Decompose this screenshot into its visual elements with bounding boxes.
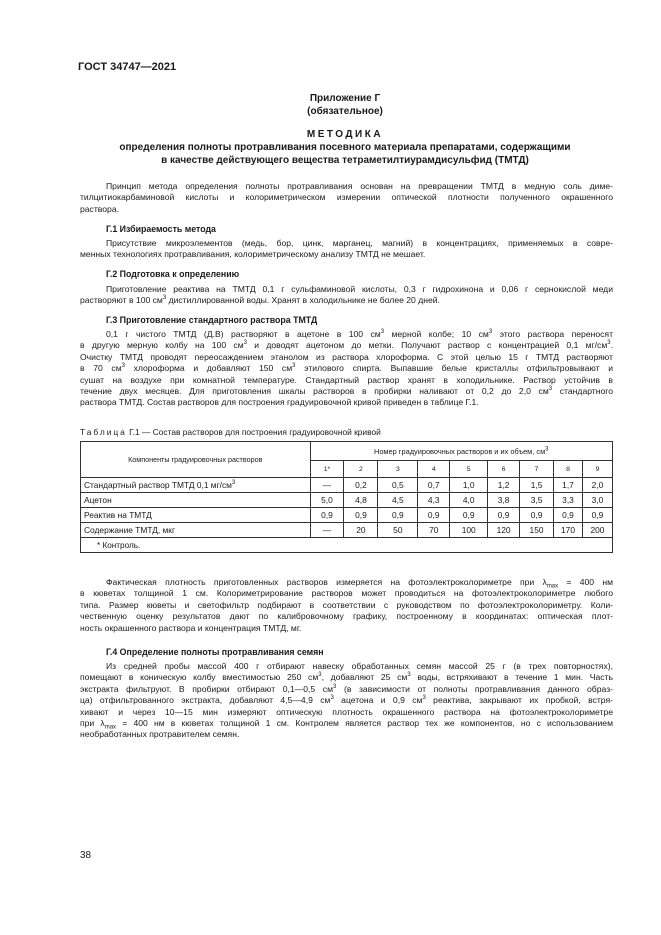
table-cell: 3,8 <box>488 493 520 508</box>
table-caption <box>80 427 381 437</box>
g3-paragraph <box>80 329 613 409</box>
g1-paragraph <box>80 238 613 261</box>
appendix-status: (обязательное) <box>307 106 383 117</box>
table-cell: 1,7 <box>554 478 583 493</box>
table-cell: 4,0 <box>450 493 488 508</box>
section-heading-g1: Г.1 Избираемость метода <box>106 224 216 234</box>
text-line: в другую мерную колбу на 100 $см^3$ и доводят ацетоном до метки. Получают раствор с концентрацией 0,1 $мг/см^3$. <box>80 340 613 351</box>
table-cell: 1,0 <box>450 478 488 493</box>
table-cell: 0,9 <box>378 508 418 523</box>
column-header-component: Компоненты градуировочных растворов <box>81 442 311 478</box>
table-row <box>81 508 613 523</box>
column-number: 1* <box>310 461 344 478</box>
table-cell: 1,5 <box>520 478 554 493</box>
table-cell: 120 <box>488 523 520 538</box>
table-cell: 2,0 <box>582 478 612 493</box>
table-cell: 3,5 <box>520 493 554 508</box>
table-cell: 70 <box>418 523 450 538</box>
text-line: ца) отфильтрованного экстракта, добавляют 4,5—4,9 $см^3$ ацетона и 0,9 $см^3$ реактива, закрывают их пробкой, встря- <box>80 695 614 706</box>
table-row <box>81 493 613 508</box>
text-line: Приготовление реактива на ТМТД 0,1 г сульфаминовой кислоты, 0,3 г гидрохинона и 0,06 г сернокислой меди <box>106 284 613 294</box>
table-cell: 200 <box>582 523 612 538</box>
g4-paragraph <box>80 661 613 741</box>
text-line: в 70 $см^3$ хлороформа и добавляют 150 $см^3$ этилового спирта. Выпавшие белые кристаллы отфильтровывают и <box>80 363 613 374</box>
column-number: 3 <box>378 461 418 478</box>
table-cell: 5,0 <box>310 493 344 508</box>
table-cell: 150 <box>520 523 554 538</box>
table-cell: 50 <box>378 523 418 538</box>
table-cell: 3,3 <box>554 493 583 508</box>
text-line: 0,1 г чистого ТМТД (Д.В) растворяют в ацетоне в 100 $см^3$ мерной колбе; 10 $см^3$ этого раствора переносят <box>106 329 614 339</box>
text-line: чественную оценку результатов дают по калибровочному графику, построенному в координатах: оптическая плот- <box>80 611 613 622</box>
text-line: Из средней пробы массой 400 г отбирают навеску обработанных семян массой 25 г (в трех повторностях), <box>106 661 613 671</box>
section-heading-g2: Г.2 Подготовка к определению <box>106 269 240 279</box>
table-footnote: * Контроль. <box>81 538 613 553</box>
section-heading-g3: Г.3 Приготовление стандартного раствора ТМТД <box>106 315 318 325</box>
text-line: менных технологиях протравливания, колориметрическому анализу ТМТД не мешает. <box>80 249 426 260</box>
text-line: необработанных протравителем семян. <box>80 729 240 740</box>
table-caption-label: Таблица <box>80 427 127 437</box>
text-line: типа. Размер кюветы и светофильтр подбирают в соответствии с руководством по фотоэлектроколориметру. Коли- <box>80 599 613 610</box>
document-header: ГОСТ 34747—2021 <box>78 61 177 73</box>
table-cell: 3,0 <box>582 493 612 508</box>
method-label: МЕТОДИКА <box>306 129 384 140</box>
row-label: Содержание ТМТД, мкг <box>81 523 311 538</box>
table-row <box>81 478 613 493</box>
table-footnote-row <box>81 538 613 553</box>
column-number: 9 <box>582 461 612 478</box>
text-line: раствора. <box>80 203 119 214</box>
table-cell: 0,9 <box>582 508 612 523</box>
page-number: 38 <box>80 850 92 861</box>
g2-paragraph <box>80 284 613 307</box>
section-heading-g4: Г.4 Определение полноты протравливания семян <box>106 647 324 657</box>
column-number: 6 <box>488 461 520 478</box>
appendix-title: Приложение Г <box>309 93 381 104</box>
table-cell: — <box>310 478 344 493</box>
table-cell: 0,7 <box>418 478 450 493</box>
table-cell: 0,5 <box>378 478 418 493</box>
column-number: 4 <box>418 461 450 478</box>
text-line: растворяют в 100 $см^3$ дистиллированной воды. Хранят в холодильнике не более 20 дней. <box>80 295 440 306</box>
table-cell: 0,2 <box>344 478 378 493</box>
table-cell: 1,2 <box>488 478 520 493</box>
density-paragraph <box>80 577 613 634</box>
text-line: Присутствие микроэлементов (медь, бор, цинк, марганец, магний) в концентрациях, применяемых в совре- <box>106 238 613 248</box>
column-number: 5 <box>450 461 488 478</box>
column-number: 2 <box>344 461 378 478</box>
table-caption-text: Г.1 — Состав растворов для построения градуировочной кривой <box>126 427 381 437</box>
intro-paragraph <box>80 181 613 215</box>
text-line: ность окрашенного раствора и концентрация ТМТД, мг. <box>80 622 302 633</box>
column-number: 8 <box>554 461 583 478</box>
text-line: в кюветах толщиной 1 см. Колориметрирование растворов может проводиться на фотоэлектроколориметре любого <box>80 588 613 599</box>
method-subtitle-2: в качестве действующего вещества тетраметилтиурамдисульфид (ТМТД) <box>161 155 529 166</box>
composition-table <box>80 441 613 553</box>
table-cell: 4,3 <box>418 493 450 508</box>
table-cell: 0,9 <box>554 508 583 523</box>
column-number: 7 <box>520 461 554 478</box>
text-line: при $\lambda_{max} = 400$ нм в кюветах толщиной 1 см. Контролем является раствор тех же компонентов, но с использованием <box>80 718 613 731</box>
table-cell: — <box>310 523 344 538</box>
table-row <box>81 523 613 538</box>
table-cell: 170 <box>554 523 583 538</box>
text-line: Очистку ТМТД проводят переосаждением этанолом из раствора хлороформа. С этой целью 15 г ТМТД растворяют <box>80 351 613 362</box>
text-line: раствора ТМТД. Состав растворов для построения градуировочной кривой приведен в таблице Г.1. <box>80 397 479 408</box>
table-cell: 0,9 <box>450 508 488 523</box>
text-line: Принцип метода определения полноты протравливания основан на превращении ТМТД в медную соль диме- <box>106 181 613 191</box>
table-cell: 20 <box>344 523 378 538</box>
table-cell: 0,9 <box>520 508 554 523</box>
row-label: Реактив на ТМТД <box>81 508 311 523</box>
table-cell: 4,5 <box>378 493 418 508</box>
text-line: течение двух месяцев. Для приготовления шкалы растворов в пробирки наливают от 0,2 до 2,0 $см^3$ стандартного <box>80 386 613 397</box>
table-cell: 4,8 <box>344 493 378 508</box>
row-label: Стандартный раствор ТМТД 0,1 $мг/см^3$ <box>81 478 311 493</box>
text-line: хивают и через 10—15 мин измеряют оптическую плотность окрашенного раствора на фотоэлектроколориметре <box>80 706 613 717</box>
column-header-group: Номер градуировочных растворов и их объем, $см^3$ <box>310 442 613 461</box>
text-line: сушат на воздухе при комнатной температуре. Стандартный раствор хранят в холодильнике. Раствор устойчив в <box>80 374 613 385</box>
method-subtitle-1: определения полноты протравливания посевного материала препаратами, содержащими <box>119 142 571 153</box>
table-cell: 0,9 <box>344 508 378 523</box>
table-cell: 0,9 <box>310 508 344 523</box>
table-cell: 100 <box>450 523 488 538</box>
text-line: экстракта фильтруют. В пробирки отбирают 0,1—0,5 $см^3$ (в зависимости от полноты протравливания данного образ- <box>80 683 613 694</box>
table-cell: 0,9 <box>418 508 450 523</box>
text-line: тилцитиокарбаминовой кислоты и колориметрическом измерении оптической плотности полученного окрашенного <box>80 192 613 203</box>
table-cell: 0,9 <box>488 508 520 523</box>
text-line: помещают в коническую колбу вместимостью 250 $см^3$, добавляют 25 $см^3$ воды, встряхивают в течение 1 мин. Часть <box>80 672 613 683</box>
row-label: Ацетон <box>81 493 311 508</box>
text-line: Фактическая плотность приготовленных растворов измеряется на фотоэлектроколориметре при $\lambda_{max} = 400$ нм <box>106 577 613 590</box>
